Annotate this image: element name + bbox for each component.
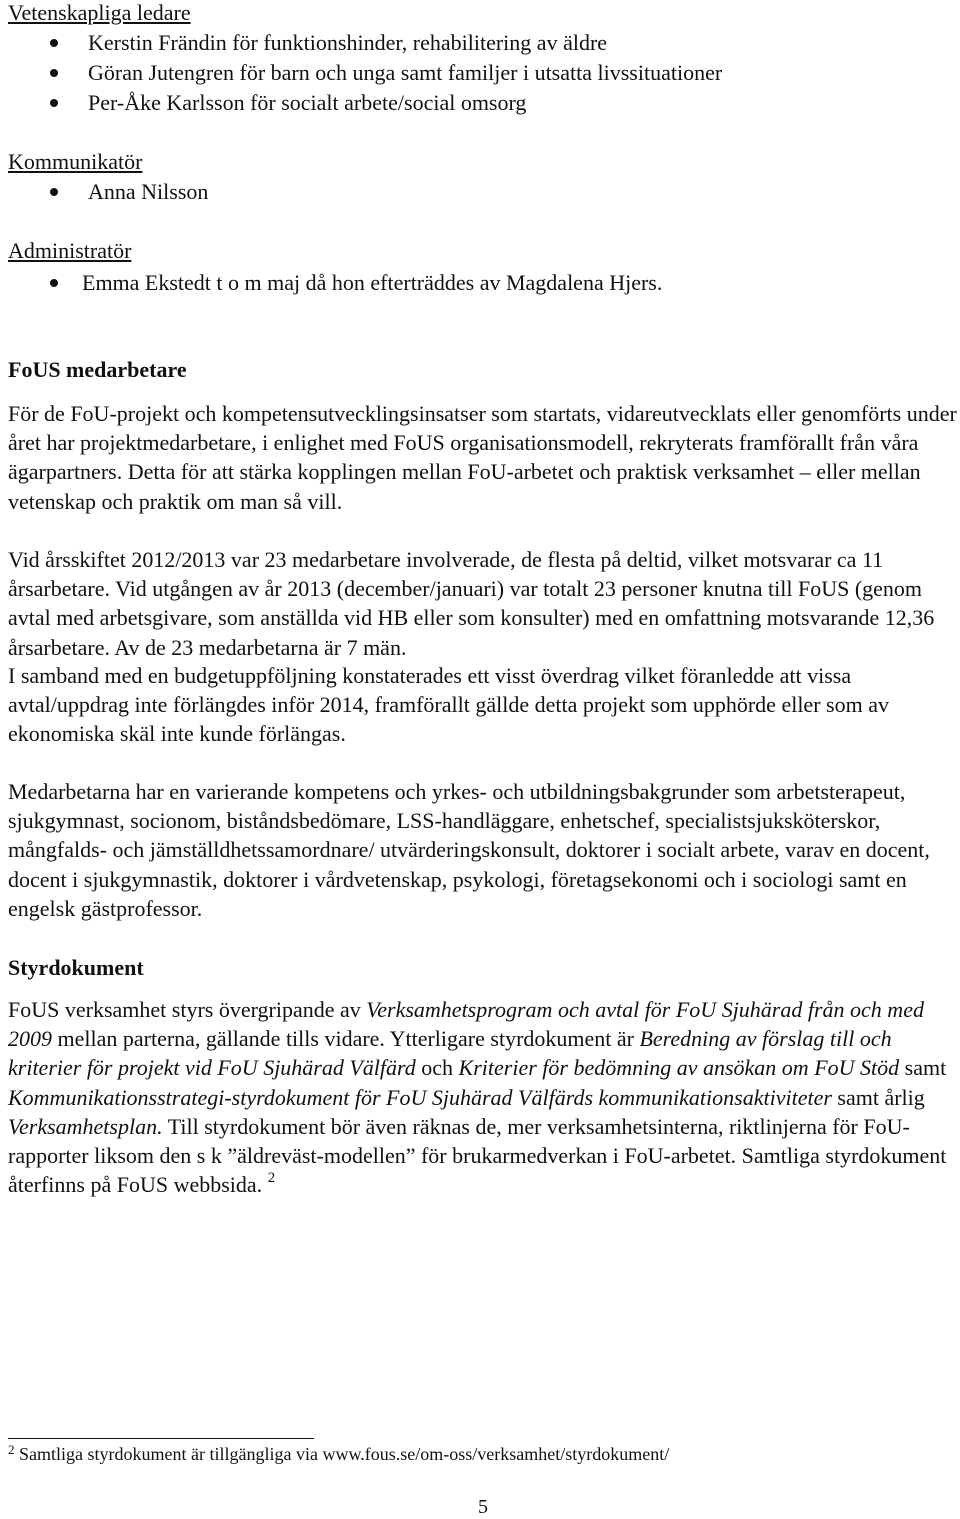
text-run: FoUS verksamhet styrs övergripande av (8, 997, 367, 1022)
document-title: Verksamhetsprogram och avtal för FoU Sjuhärad från och med 2009 (8, 997, 924, 1052)
footnote-marker: 2 (8, 1442, 15, 1457)
page-number: 5 (478, 1496, 488, 1518)
footnote-text: Samtliga styrdokument är tillgängliga via www.fous.se/om-oss/verksamhet/styrdokument/ (19, 1444, 670, 1464)
text-run: samt årlig (831, 1084, 925, 1110)
section-title-administrator: Administratör (8, 238, 132, 263)
bullet-icon (50, 279, 58, 287)
paragraph-fous-1: För de FoU-projekt och kompetensutvecklingsinsatser som startats, vidareutvecklats eller genomförts under året har projektmedarbetare, i enlighet med FoUS organisationsmodell, rekryterats framförallt från våra ägarpartners. Detta för att stärka kopplingen mellan FoU-arbetet och praktisk verksamhet – eller mellan vetenskap och praktik om man så vill. (8, 401, 957, 514)
section-title-vetenskapliga-ledare: Vetenskapliga ledare (8, 0, 191, 25)
paragraph-styrdokument (8, 995, 958, 1199)
bullet-icon (50, 99, 58, 107)
bullet-icon (50, 188, 58, 196)
list-item-text: Emma Ekstedt t o m maj då hon efterträddes av Magdalena Hjers. (82, 270, 663, 295)
paragraph-fous-4: Medarbetarna har en varierande kompetens och yrkes- och utbildningsbakgrunder som arbetsterapeut, sjukgymnast, socionom, biståndsbedömare, LSS-handläggare, enhetschef, specialistsjuksköterskor, mångfalds- och jämställdhetssamordnare/ utvärderingskonsult, doktorer i socialt arbete, varav en docent, docent i sjukgymnastik, doktorer i vårdvetenskap, psykologi, företagsekonomi och i sociologi samt en engelsk gästprofessor. (8, 779, 930, 921)
list-item-text: Anna Nilsson (88, 179, 209, 204)
list-item-text: Per-Åke Karlsson för socialt arbete/social omsorg (88, 90, 527, 115)
text-run: Till styrdokument bör även räknas de, mer verksamhetsinterna, riktlinjerna för FoU-rapporter liksom den s k ”äldreväst-modellen” för brukarmedverkan i FoU-arbetet. Samtliga styrdokument återfinns på FoUS webbsida. (8, 1113, 947, 1198)
paragraph-fous-3: I samband med en budgetuppföljning konstaterades ett visst överdrag vilket föranledde att vissa avtal/uppdrag inte förlängdes inför 2014, framförallt gällde detta projekt som upphörde eller som av ekonomiska skäl inte kunde förlängas. (8, 663, 889, 747)
heading-styrdokument: Styrdokument (8, 955, 144, 980)
footnote-divider (8, 1438, 314, 1439)
footnote-reference[interactable]: 2 (267, 1170, 276, 1187)
document-title: Kriterier för bedömning av ansökan om FoU Stöd (458, 1055, 900, 1081)
section-title-kommunikator: Kommunikatör (8, 149, 143, 174)
text-run: samt (899, 1055, 947, 1081)
text-run: och (415, 1055, 459, 1081)
text-run: mellan parterna, gällande tills vidare. Ytterligare styrdokument är (52, 1026, 640, 1052)
list-item-text: Kerstin Frändin för funktionshinder, rehabilitering av äldre (88, 30, 608, 55)
paragraph-fous-2: Vid årsskiftet 2012/2013 var 23 medarbetare involverade, de flesta på deltid, vilket motsvarar ca 11 årsarbetare. Vid utgången av år 2013 (december/januari) var totalt 23 personer knutna till FoUS (genom avtal med arbetsgivare, som anställda vid HB eller som konsulter) med en omfattning motsvarande 12,36 årsarbetare. Av de 23 medarbetarna är 7 män. (8, 547, 935, 660)
bullet-icon (50, 39, 58, 47)
document-title: Verksamhetsplan. (8, 1113, 163, 1139)
heading-fous-medarbetare: FoUS medarbetare (8, 357, 187, 382)
footnote (8, 1444, 669, 1465)
document-title: Kommunikationsstrategi-styrdokument för FoU Sjuhärad Välfärds kommunikationsaktiviteter (8, 1084, 832, 1110)
list-item-text: Göran Jutengren för barn och unga samt familjer i utsatta livssituationer (88, 60, 723, 85)
document-title: Beredning av förslag till och kriterier för projekt vid FoU Sjuhärad Välfärd (8, 1026, 892, 1081)
bullet-icon (50, 69, 58, 77)
